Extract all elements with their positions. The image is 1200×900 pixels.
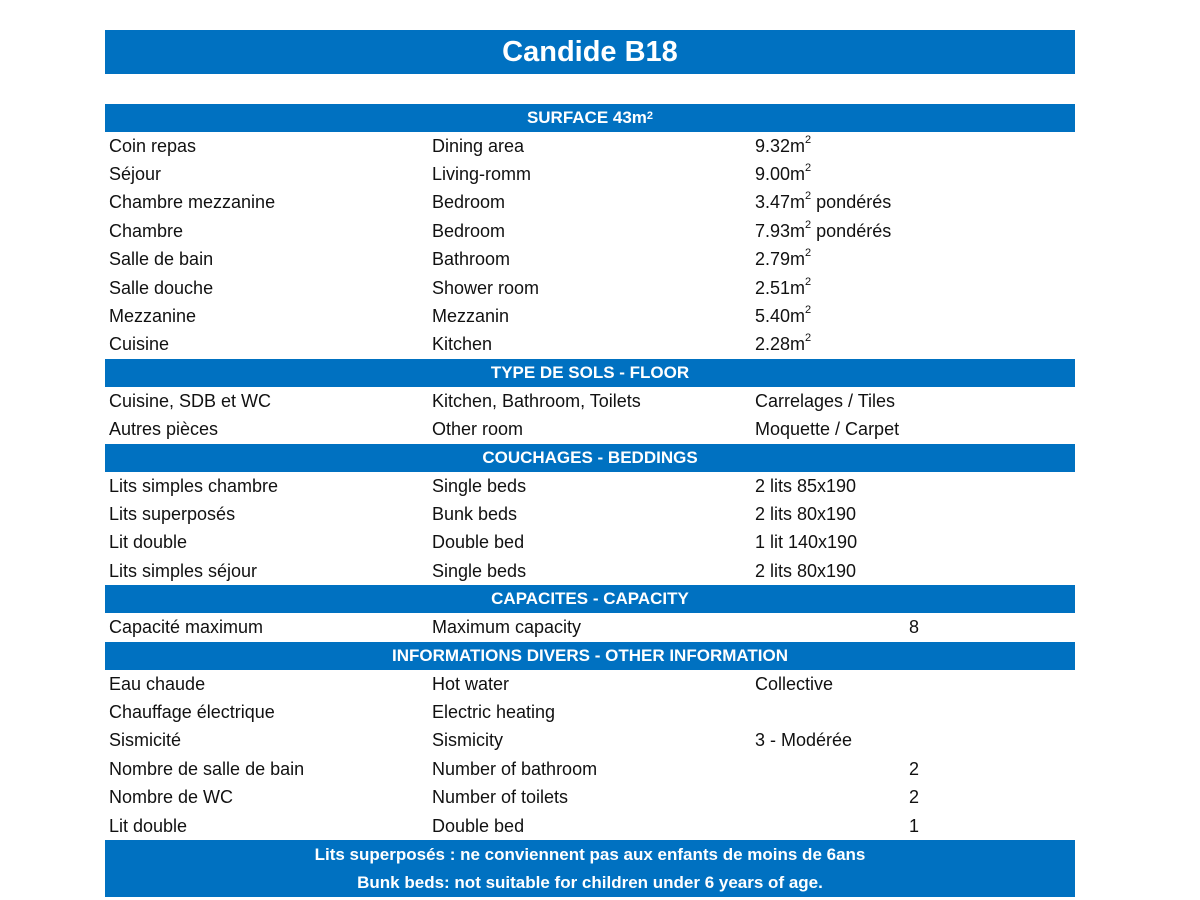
label-en: Number of toilets xyxy=(432,787,569,808)
section-header-other xyxy=(105,642,1075,670)
label-en: Other room xyxy=(432,419,524,440)
beddings-rows xyxy=(105,472,1075,586)
label-fr: Coin repas xyxy=(109,135,197,156)
value-text: 2 lits 80x190 xyxy=(755,503,857,524)
section-header-floor xyxy=(105,359,1075,387)
label-en: Kitchen xyxy=(432,334,493,355)
bunk-bed-warning xyxy=(105,840,1075,897)
table-row xyxy=(105,812,1075,840)
label-fr: Nombre de salle de bain xyxy=(109,758,305,779)
table-row xyxy=(105,274,1075,302)
row-number: 2 xyxy=(909,758,920,779)
label-fr: Autres pièces xyxy=(109,419,219,440)
label-en: Double bed xyxy=(432,532,525,553)
value-unit-sup: 2 xyxy=(805,332,812,345)
value-unit-sup: 2 xyxy=(805,162,812,175)
row-value xyxy=(755,192,891,213)
surface-header-text: SURFACE 43m xyxy=(526,108,647,127)
surface-rows xyxy=(105,132,1075,359)
table-row xyxy=(105,189,1075,217)
table-row xyxy=(105,755,1075,783)
table-row xyxy=(105,416,1075,444)
row-value xyxy=(755,532,857,553)
table-row xyxy=(105,500,1075,528)
warning-fr: Lits superposés : ne conviennent pas aux enfants de moins de 6ans xyxy=(314,844,866,864)
table-row xyxy=(105,698,1075,726)
label-fr: Capacité maximum xyxy=(109,617,264,638)
value-text: Carrelages / Tiles xyxy=(755,390,896,411)
row-value xyxy=(755,133,812,157)
row-value xyxy=(755,419,899,440)
capacity-rows xyxy=(105,613,1075,641)
table-row xyxy=(105,529,1075,557)
label-en: Bedroom xyxy=(432,220,506,241)
label-en: Number of bathroom xyxy=(432,758,598,779)
label-en: Single beds xyxy=(432,475,527,496)
label-fr: Lits simples chambre xyxy=(109,475,279,496)
table-row xyxy=(105,387,1075,415)
table-row xyxy=(105,302,1075,330)
label-en: Single beds xyxy=(432,560,527,581)
other-header-text: INFORMATIONS DIVERS - OTHER INFORMATION xyxy=(391,645,789,665)
label-en: Sismicity xyxy=(432,730,503,751)
value-text: 2.28m xyxy=(755,334,806,355)
label-fr: Chauffage électrique xyxy=(109,701,275,722)
row-value xyxy=(755,391,895,412)
row-value xyxy=(755,164,811,185)
value-text: 7.93m xyxy=(755,220,806,241)
label-fr: Mezzanine xyxy=(109,306,197,327)
row-number: 1 xyxy=(909,815,920,836)
label-en: Shower room xyxy=(432,277,540,298)
label-en: Bathroom xyxy=(432,249,511,270)
floor-rows xyxy=(105,387,1075,444)
table-row xyxy=(105,557,1075,585)
table-row xyxy=(105,246,1075,274)
table-row xyxy=(105,670,1075,698)
value-text: 2 lits 85x190 xyxy=(755,475,857,496)
label-fr: Cuisine xyxy=(109,334,170,355)
label-en: Double bed xyxy=(432,815,525,836)
label-en: Dining area xyxy=(432,135,525,156)
label-fr: Lit double xyxy=(109,815,188,836)
section-header-surface: SURFACE 43m $^2$ xyxy=(105,104,1075,132)
value-text: Collective xyxy=(755,673,834,694)
label-en: Bunk beds xyxy=(432,503,518,524)
label-fr: Salle douche xyxy=(109,277,214,298)
label-en: Electric heating xyxy=(432,701,556,722)
label-fr: Lits simples séjour xyxy=(109,560,258,581)
label-fr: Cuisine, SDB et WC xyxy=(109,390,272,411)
value-text: 9.00m xyxy=(755,164,806,185)
row-value xyxy=(755,218,892,242)
value-text: Moquette / Carpet xyxy=(755,419,900,440)
label-fr: Eau chaude xyxy=(109,673,206,694)
value-suffix: pondérés xyxy=(811,220,892,241)
value-text: 1 lit 140x190 xyxy=(755,532,858,553)
page-title: Candide B18 xyxy=(105,30,1075,74)
value-text: 3 - Modérée xyxy=(755,730,853,751)
value-unit-sup: 2 xyxy=(805,247,812,260)
label-en: Maximum capacity xyxy=(432,617,582,638)
row-value xyxy=(755,275,812,299)
label-fr: Nombre de WC xyxy=(109,787,234,808)
row-number: 2 xyxy=(909,787,920,808)
other-rows xyxy=(105,670,1075,840)
value-unit-sup: 2 xyxy=(805,190,812,203)
label-fr: Lits superposés xyxy=(109,503,236,524)
warning-en: Bunk beds: not suitable for children under 6 years of age. xyxy=(357,872,823,892)
label-fr: Lit double xyxy=(109,532,188,553)
value-suffix: pondérés xyxy=(811,192,892,213)
property-sheet xyxy=(105,104,1075,897)
label-fr: Salle de bain xyxy=(109,249,214,270)
label-fr: Séjour xyxy=(109,164,162,185)
row-value xyxy=(755,306,811,327)
table-row xyxy=(105,217,1075,245)
table-row xyxy=(105,783,1075,811)
section-header-capacity xyxy=(105,585,1075,613)
row-value xyxy=(755,561,856,582)
label-en: Hot water xyxy=(432,673,510,694)
value-unit-sup: 2 xyxy=(805,218,812,231)
row-value xyxy=(755,674,833,695)
row-value xyxy=(755,476,856,497)
value-text: 2 lits 80x190 xyxy=(755,560,857,581)
value-unit-sup: 2 xyxy=(805,133,812,146)
value-unit-sup: 2 xyxy=(805,275,812,288)
row-value xyxy=(755,504,856,525)
label-fr: Sismicité xyxy=(109,730,182,751)
value-text: 9.32m xyxy=(755,135,806,156)
label-en: Kitchen, Bathroom, Toilets xyxy=(432,390,641,411)
table-row xyxy=(105,727,1075,755)
row-value xyxy=(755,249,811,270)
row-value xyxy=(755,334,811,355)
label-en: Mezzanin xyxy=(432,306,510,327)
label-fr: Chambre xyxy=(109,220,184,241)
section-header-beddings xyxy=(105,444,1075,472)
value-text: 3.47m xyxy=(755,192,806,213)
value-unit-sup: 2 xyxy=(805,304,812,317)
value-text: 2.51m xyxy=(755,277,806,298)
table-row xyxy=(105,160,1075,188)
beddings-header-text: COUCHAGES - BEDDINGS xyxy=(482,447,698,467)
value-text: 2.79m xyxy=(755,249,806,270)
value-text: 5.40m xyxy=(755,306,806,327)
row-value xyxy=(755,730,852,751)
label-fr: Chambre mezzanine xyxy=(109,192,276,213)
floor-header-text: TYPE DE SOLS - FLOOR xyxy=(490,363,690,383)
row-number: 8 xyxy=(909,617,920,638)
table-row xyxy=(105,331,1075,359)
label-en: Bedroom xyxy=(432,192,506,213)
table-row xyxy=(105,613,1075,641)
table-row xyxy=(105,132,1075,160)
capacity-header-text: CAPACITES - CAPACITY xyxy=(491,589,689,609)
label-en: Living-romm xyxy=(432,164,532,185)
table-row xyxy=(105,472,1075,500)
